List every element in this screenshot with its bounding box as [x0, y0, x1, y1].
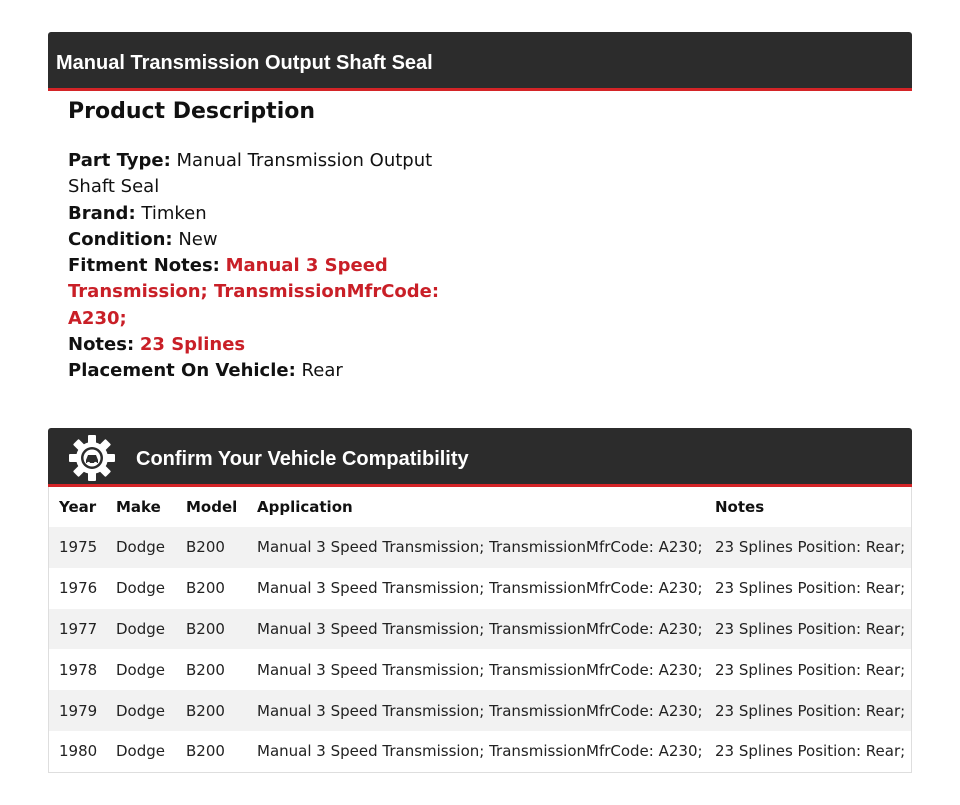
cell-model: B200: [176, 609, 247, 650]
condition-value: New: [178, 228, 218, 250]
fitment-line: [68, 253, 448, 332]
cell-year: 1979: [49, 690, 106, 731]
product-description: [68, 97, 448, 385]
condition-line: [68, 227, 448, 253]
title-bar: [48, 32, 912, 91]
placement-value: Rear: [301, 360, 343, 382]
brand-value: Timken: [141, 202, 207, 224]
cell-model: B200: [186, 579, 225, 598]
table-row: [49, 609, 911, 650]
cell-notes: 23 Splines Position: Rear;: [715, 660, 906, 679]
cell-year: 1977: [49, 609, 106, 650]
col-make: Make: [116, 498, 161, 516]
notes-label: Notes:: [68, 334, 135, 356]
part-type-label: Part Type:: [68, 150, 171, 171]
cell-year: 1975: [49, 527, 106, 568]
part-type-value: Manual Transmission Output Shaft Seal: [68, 150, 433, 198]
col-model: Model: [186, 498, 238, 516]
cell-make: Dodge: [106, 527, 176, 568]
cell-application: Manual 3 Speed Transmission; TransmissionMfrCode: A230;: [247, 609, 705, 650]
cell-application: Manual 3 Speed Transmission; TransmissionMfrCode: A230;: [257, 742, 703, 761]
table-row: [49, 527, 911, 568]
cell-application: Manual 3 Speed Transmission; TransmissionMfrCode: A230;: [257, 579, 703, 598]
col-notes: Notes: [715, 498, 765, 516]
cell-application: Manual 3 Speed Transmission; TransmissionMfrCode: A230;: [247, 690, 705, 731]
cell-notes: 23 Splines Position: Rear;: [715, 742, 906, 761]
notes-value: 23 Splines: [139, 334, 246, 356]
col-year: Year: [59, 498, 97, 516]
cell-year: 1976: [59, 579, 98, 598]
fitment-value: Manual 3 Speed Transmission; TransmissionMfrCode: A230;: [68, 255, 440, 329]
brand-label: Brand:: [68, 202, 136, 224]
col-application: Application: [257, 498, 353, 516]
compat-table: [49, 487, 911, 772]
table-row: [49, 568, 911, 609]
notes-line: [68, 332, 448, 358]
cell-model: B200: [186, 660, 225, 679]
cell-make: Dodge: [116, 579, 165, 598]
cell-make: Dodge: [116, 660, 165, 679]
cell-application: Manual 3 Speed Transmission; TransmissionMfrCode: A230;: [257, 660, 703, 679]
cell-notes: 23 Splines Position: Rear;: [715, 579, 906, 598]
cell-notes: 23 Splines Position: Rear;: [705, 527, 911, 568]
cell-make: Dodge: [106, 609, 176, 650]
compat-title: Confirm Your Vehicle Compatibility: [136, 448, 469, 470]
part-type-line: [68, 148, 448, 201]
compatibility-table: [48, 487, 912, 773]
condition-label: Condition:: [68, 228, 173, 250]
table-header-row: [49, 487, 911, 527]
cell-notes: 23 Splines Position: Rear;: [705, 690, 911, 731]
cell-model: B200: [176, 527, 247, 568]
cell-make: Dodge: [106, 690, 176, 731]
cell-make: Dodge: [116, 742, 165, 761]
placement-line: [68, 358, 448, 384]
placement-label: Placement On Vehicle:: [68, 360, 296, 382]
page-title: Manual Transmission Output Shaft Seal: [56, 52, 433, 74]
cell-notes: 23 Splines Position: Rear;: [705, 609, 911, 650]
table-row: [49, 731, 911, 772]
fitment-label: Fitment Notes:: [68, 255, 220, 277]
cell-model: B200: [186, 742, 225, 761]
cell-model: B200: [176, 690, 247, 731]
cell-year: 1980: [59, 742, 98, 761]
compat-bar: [48, 428, 912, 487]
brand-line: [68, 201, 448, 227]
table-row: [49, 690, 911, 731]
cell-application: Manual 3 Speed Transmission; TransmissionMfrCode: A230;: [247, 527, 705, 568]
description-heading: Product Description: [68, 99, 316, 124]
table-row: [49, 649, 911, 690]
gear-car-icon: [69, 435, 115, 481]
cell-year: 1978: [59, 660, 98, 679]
